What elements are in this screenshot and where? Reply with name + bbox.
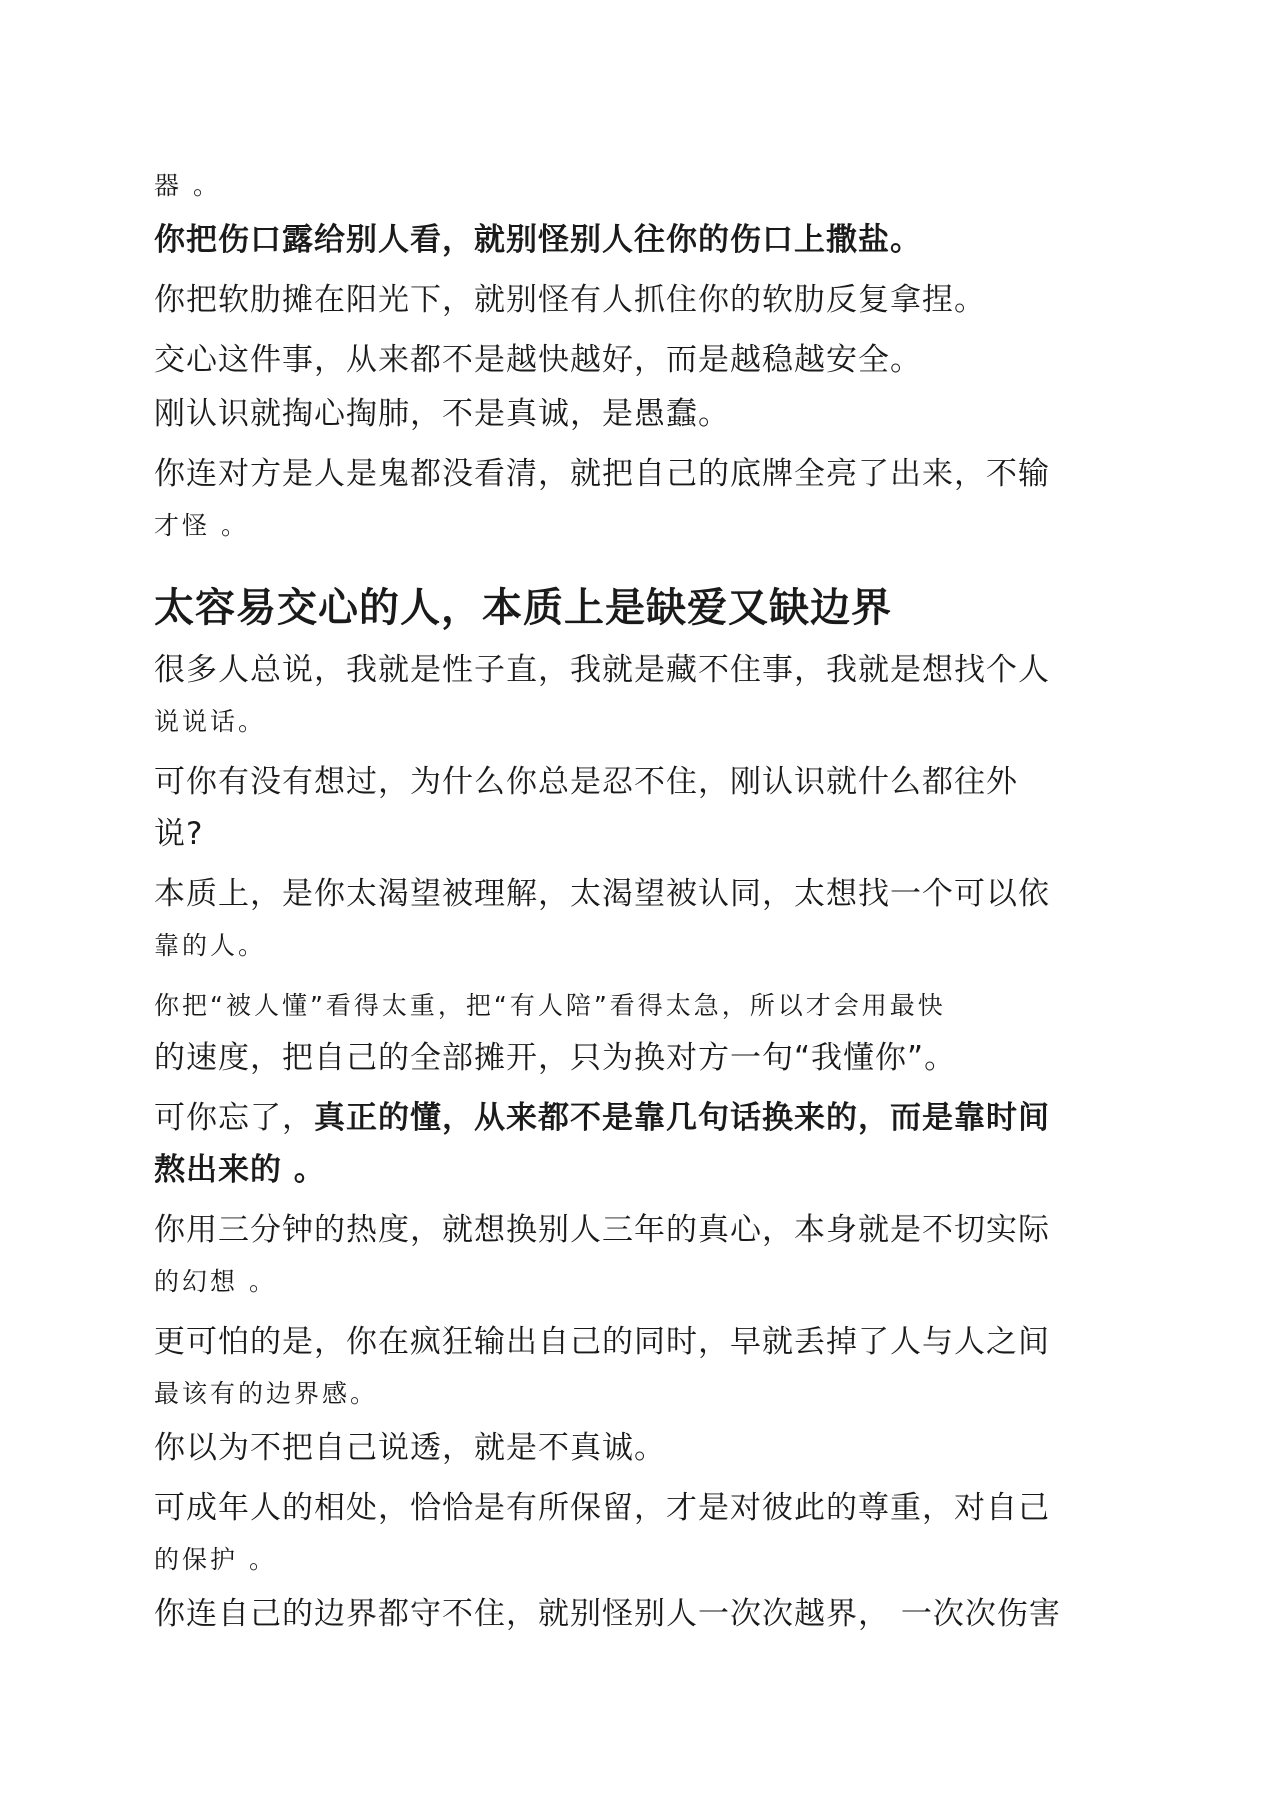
text-line: 你把软肋摊在阳光下，就别怪有人抓住你的软肋反复拿捏。 xyxy=(154,282,986,318)
paragraph-bold xyxy=(154,214,1114,266)
bold-text: 真正的懂，从来都不是靠几句话换来的，而是靠时间 xyxy=(314,1100,1050,1136)
paragraph xyxy=(154,334,1114,386)
text-line: 最该有的边界感。 xyxy=(154,1379,379,1408)
text-line: 可成年人的相处，恰恰是有所保留，才是对彼此的尊重，对自己 xyxy=(154,1490,1050,1526)
paragraph xyxy=(154,1422,1114,1474)
text-line: 本质上，是你太渴望被理解，太渴望被认同，太想找一个可以依 xyxy=(154,876,1050,912)
paragraph-mixed-bold xyxy=(154,1092,1114,1196)
paragraph xyxy=(154,1204,1114,1308)
text-line: 更可怕的是，你在疯狂输出自己的同时，早就丢掉了人与人之间 xyxy=(154,1324,1050,1360)
text-line: 才怪 。 xyxy=(154,511,249,540)
text-line: 刚认识就掏心掏肺，不是真诚，是愚蠢。 xyxy=(154,396,730,432)
paragraph xyxy=(154,1588,1114,1640)
text-line: 的幻想 。 xyxy=(154,1267,277,1296)
paragraph xyxy=(154,644,1114,748)
section-heading: 太容易交心的人，本质上是缺爱又缺边界 xyxy=(154,585,892,631)
text-line: 的速度，把自己的全部摊开，只为换对方一句“我懂你”。 xyxy=(154,1040,957,1076)
text-line: 交心这件事，从来都不是越快越好，而是越稳越安全。 xyxy=(154,342,922,378)
article-body xyxy=(154,158,1114,1648)
text-line: 你用三分钟的热度，就想换别人三年的真心，本身就是不切实际 xyxy=(154,1212,1050,1248)
paragraph xyxy=(154,756,1114,860)
text-line: 你连对方是人是鬼都没看清，就把自己的底牌全亮了出来，不输 xyxy=(154,456,1050,492)
paragraph xyxy=(154,274,1114,326)
paragraph xyxy=(154,1316,1114,1420)
text-line: 你把伤口露给别人看，就别怪别人往你的伤口上撒盐。 xyxy=(154,222,922,258)
text-line: 说? xyxy=(154,816,204,852)
text-line: 你以为不把自己说透，就是不真诚。 xyxy=(154,1430,666,1466)
text-line: 你把“被人懂”看得太重，把“有人陪”看得太急，所以才会用最快 xyxy=(154,991,946,1020)
text-line: 很多人总说，我就是性子直，我就是藏不住事，我就是想找个人 xyxy=(154,652,1050,688)
bold-text: 熬出来的 。 xyxy=(154,1152,326,1188)
text-line: 说说话。 xyxy=(154,707,267,736)
text-line: 器 。 xyxy=(154,171,221,200)
paragraph xyxy=(154,980,1114,1084)
text-line: 靠的人。 xyxy=(154,931,267,960)
paragraph xyxy=(154,868,1114,972)
text-prefix: 可你忘了， xyxy=(154,1100,314,1136)
text-line: 你连自己的边界都守不住，就别怪别人一次次越界， 一次次伤害 xyxy=(154,1596,1061,1632)
paragraph-continuation xyxy=(154,158,1114,212)
text-line: 可你有没有想过，为什么你总是忍不住，刚认识就什么都往外 xyxy=(154,764,1018,800)
paragraph xyxy=(154,1482,1114,1586)
paragraph xyxy=(154,448,1114,552)
paragraph xyxy=(154,388,1114,440)
text-line: 的保护 。 xyxy=(154,1545,277,1574)
